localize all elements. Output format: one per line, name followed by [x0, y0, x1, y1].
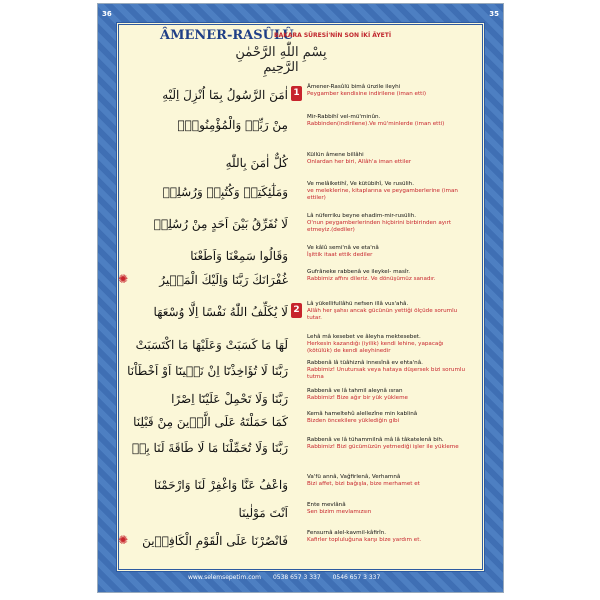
page-subtitle: BAKARA SÛRESİ'NİN SON İKİ ÂYETİ	[274, 32, 392, 39]
verse-meaning: Rabbinden(indirilene).Ve mü'minlerde (iman etti)	[307, 121, 445, 127]
verse-arabic: لَا يُكَلِّفُ اللّٰهُ نَفْسًا اِلَّا وُسْعَهَا	[153, 305, 288, 319]
verse-arabic: لَهَا مَا كَسَبَتْ وَعَلَيْهَا مَا اكْتَسَبَتْ	[135, 338, 288, 352]
verse-translation	[307, 114, 467, 128]
verse-transliteration: Mir-Rabbihî vel-mü'minûn.	[307, 114, 381, 120]
verse-arabic: وَاعْفُ عَنَّا وَاغْفِرْ لَنَا وَارْحَمْنَا	[154, 478, 288, 492]
verse-transliteration: Fensurnâ alel-kavmil-kâfirîn.	[307, 530, 387, 536]
verse-meaning: Bizden öncekilere yüklediğin gibi	[307, 418, 400, 424]
verse-meaning: Rabbimiz! Unutursak veya hataya düşersek bizi sorumlu tutma	[307, 367, 465, 380]
verse-arabic: مِنْ رَبِّه۪ وَالْمُؤْمِنُونَۜ	[177, 118, 288, 132]
verse-meaning: Allâh her şahsı ancak gücünün yettiği ölçüde sorumlu tutar.	[307, 308, 458, 321]
verse-translation	[307, 437, 467, 451]
verse-translation	[307, 502, 467, 516]
verse-meaning: Bizi affet, bizi bağışla, bize merhamet et	[307, 481, 420, 487]
verse-translation	[307, 213, 467, 234]
verse-arabic: رَبَّنَا وَلَا تُحَمِّلْنَا مَا لَا طَاقَةَ لَنَا بِه۪	[131, 441, 288, 455]
verse-meaning: O'nun peygamberlerinden hiçbirini birbirinden ayırt etmeyiz.(dediler)	[307, 220, 452, 233]
verse-transliteration: Ve kâlû semi'nâ ve eta'nâ	[307, 245, 379, 251]
verse-meaning: ve meleklerine, kitaplarına ve peygamberlerine (iman ettiler)	[307, 188, 458, 201]
verse-transliteration: Rabbenâ ve lâ tühammilnâ mâ lâ tâkatelenâ bih.	[307, 437, 444, 443]
verse-transliteration: Kemâ hameltehû alellezîne min kablinâ	[307, 411, 418, 417]
verse-transliteration: Lâ nüferriku beyne ehadim-mir-rusülih.	[307, 213, 417, 219]
footer-phone-1: 0538 657 3 337	[272, 574, 321, 581]
verse-translation	[307, 530, 467, 544]
verse-arabic: غُفْرَانَكَ رَبَّنَا وَاِلَيْكَ الْمَص۪يرُ	[159, 273, 288, 287]
verse-transliteration: Küllün âmene billâhi	[307, 152, 364, 158]
verse-meaning: Rabbimiz affını dileriz. Ve dönüşümüz sanadır.	[307, 276, 436, 282]
verse-translation	[307, 474, 467, 488]
verse-transliteration: Rabbenâ ve lâ tahmil aleynâ ısran	[307, 388, 403, 394]
verse-translation	[307, 152, 467, 166]
verse-arabic: وَقَالُوا سَمِعْنَا وَاَطَعْنَا	[190, 249, 288, 263]
verse-arabic: رَبَّنَا لَا تُؤَاخِذْنَٓا اِنْ نَس۪ينَٓا اَوْ اَخْطَاْنَا	[127, 364, 288, 378]
bismillah-calligraphy: بِسْمِ اللّٰهِ الرَّحْمٰنِ الرَّحِيمِ	[235, 45, 327, 75]
verse-meaning: Onlardan her biri, Allâh'a iman ettiler	[307, 159, 412, 165]
verse-arabic: كَمَا حَمَلْتَهُ عَلَى الَّذ۪ينَ مِنْ قَبْلِنَا	[133, 415, 288, 429]
verse-translation	[307, 334, 467, 355]
verse-translation	[307, 388, 467, 402]
verse-arabic: اَنْتَ مَوْلٰينَا	[238, 506, 288, 520]
footer	[188, 574, 428, 581]
verse-translation	[307, 269, 467, 283]
verse-arabic: اٰمَنَ الرَّسُولُ بِمَٓا اُنْزِلَ اِلَيْهِ	[162, 88, 288, 102]
verse-arabic: كُلٌّ اٰمَنَ بِاللّٰهِ	[225, 156, 288, 170]
verse-transliteration: Va'fü annâ, Vağfirlenâ, Verhamnâ	[307, 474, 401, 480]
verse-end-ornament-icon: ✺	[118, 272, 129, 286]
verse-transliteration: Gufrâneke rabbenâ ve ileykel- masîr.	[307, 269, 410, 275]
verse-arabic: رَبَّنَا وَلَا تَحْمِلْ عَلَيْنَٓا اِصْرًا	[171, 392, 288, 406]
verse-arabic: لَا نُفَرِّقُ بَيْنَ اَحَدٍ مِنْ رُسُلِه۪	[153, 217, 288, 231]
verse-transliteration: Âmener-Rasûlü bimâ ünzile ileyhi	[307, 84, 401, 90]
verse-translation	[307, 301, 467, 322]
verse-transliteration: Ve melâiketihî, Ve kütübihî, Ve rusülih.	[307, 181, 414, 187]
verse-meaning: Sen bizim mevlamızsın	[307, 509, 372, 515]
verse-transliteration: Lâ yükellifullâhü nefsen illâ vus'ahâ.	[307, 301, 409, 307]
verse-meaning: Kafirler topluluğuna karşı bize yardım et.	[307, 537, 422, 543]
verse-translation	[307, 360, 467, 381]
verse-meaning: Rabbimiz! Bizi gücümüzün yetmediği işler ile yükleme	[307, 444, 459, 450]
footer-site[interactable]: www.selemsepetim.com	[188, 574, 262, 581]
poster-sheet	[98, 4, 503, 592]
page-number-right: 35	[489, 10, 499, 18]
verse-arabic: فَانْصُرْنَا عَلَى الْقَوْمِ الْكَافِر۪ينَ	[142, 534, 288, 548]
verse-meaning: Peygamber kendisine indirilene (iman etti)	[307, 91, 427, 97]
verse-transliteration: Lehâ mâ kesebet ve âleyha mektesebet.	[307, 334, 421, 340]
verse-transliteration: Ente mevlânâ	[307, 502, 346, 508]
footer-phone-2: 0546 657 3 337	[332, 574, 381, 581]
page-title: ÂMENER-RASÛLÛ	[160, 28, 294, 43]
verse-translation	[307, 245, 467, 259]
verse-meaning: Herkesin kazandığı (iyilik) kendi lehine, yapacağı (kötülük) de kendi aleyhinedir	[307, 341, 444, 354]
verse-meaning: İşittik itaat ettik dediler	[307, 252, 373, 258]
verse-end-ornament-icon: ✺	[118, 533, 129, 547]
verse-translation	[307, 181, 467, 202]
verse-arabic: وَمَلٰٓئِكَتِه۪ وَكُتُبِه۪ وَرُسُلِه۪	[162, 185, 288, 199]
verse-meaning: Rabbimiz! Bize ağır bir yük yükleme	[307, 395, 409, 401]
verse-translation	[307, 84, 467, 98]
verse-number-badge: 2	[291, 303, 302, 318]
verse-translation	[307, 411, 467, 425]
page-number-left: 36	[102, 10, 112, 18]
verse-transliteration: Rabbenâ lâ tüâhiznâ innesînâ ev ehta'nâ.	[307, 360, 423, 366]
verse-number-badge: 1	[291, 86, 302, 101]
